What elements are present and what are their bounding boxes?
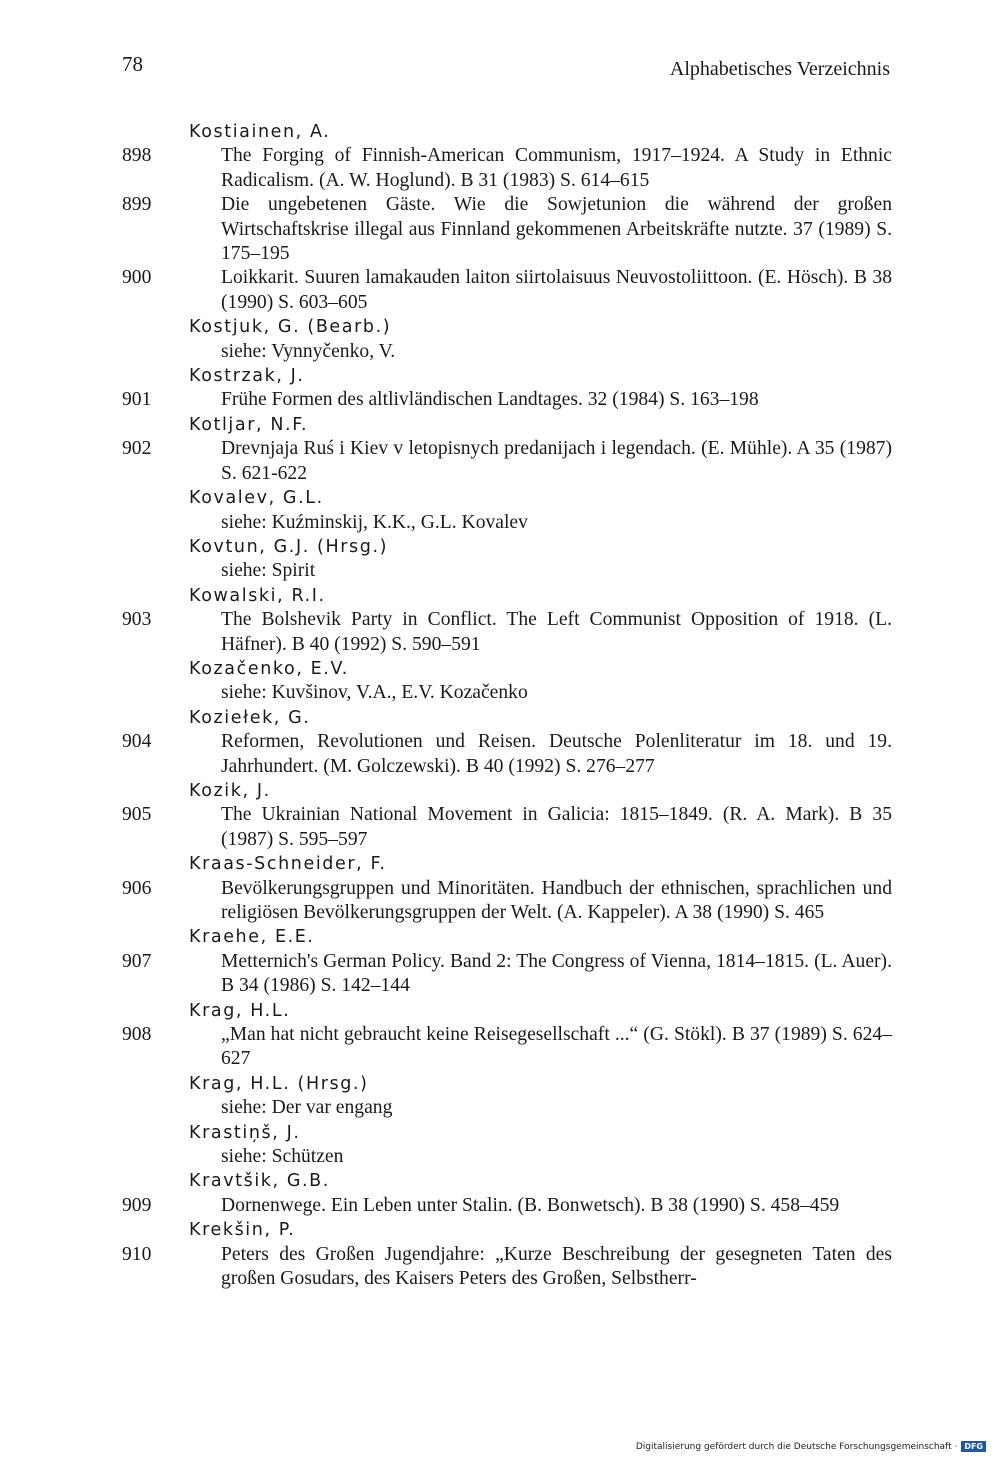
author-heading: Krag, H.L.: [189, 1000, 291, 1021]
dfg-logo: DFG: [961, 1441, 986, 1452]
bibliography-entry: [122, 950, 892, 999]
entry-number: 902: [122, 438, 152, 460]
author-heading: Krag, H.L. (Hrsg.): [189, 1073, 369, 1094]
entry-number: 905: [122, 804, 152, 826]
bibliography-entry: [122, 266, 892, 315]
author-heading: Koziełek, G.: [189, 707, 311, 728]
entry-number: 910: [122, 1243, 152, 1265]
entry-number: 909: [122, 1194, 152, 1216]
bibliography-entry: [122, 193, 892, 266]
bibliography-entry: [122, 608, 892, 657]
bibliography-entry: [122, 877, 892, 926]
author-heading: Krekšin, P.: [189, 1220, 296, 1241]
bibliography-entry: [122, 144, 892, 193]
author-heading: Kostjuk, G. (Bearb.): [189, 317, 392, 338]
bibliography-entry: [122, 437, 892, 486]
author-heading: Kozačenko, E.V.: [189, 658, 349, 679]
entry-text: Dornenwege. Ein Leben unter Stalin. (B. Bonwetsch). B 38 (1990) S. 458–459: [221, 1194, 840, 1216]
entry-number: 898: [122, 145, 152, 167]
entry-number: 901: [122, 389, 152, 411]
bibliography-entry: [122, 388, 892, 412]
entry-number: 908: [122, 1024, 152, 1046]
entry-number: 904: [122, 731, 152, 753]
entry-text: Bevölkerungsgruppen und Minoritäten. Handbuch der ethnischen, sprachlichen und religiösen Bevölkerungsgruppen der Welt. (A. Kappeler). A 38 (1990) S. 465: [221, 877, 892, 923]
author-heading: Kotljar, N.F.: [189, 414, 309, 435]
entry-text: Loikkarit. Suuren lamakauden laiton siirtolaisuus Neuvostoliittoon. (E. Hösch). B 38 (1990) S. 603–605: [221, 267, 892, 313]
entry-number: 899: [122, 194, 152, 216]
see-reference: siehe: Schützen: [221, 1146, 344, 1168]
page-number: 78: [122, 52, 143, 76]
entry-text: The Forging of Finnish-American Communism, 1917–1924. A Study in Ethnic Radicalism. (A. W. Hoglund). B 31 (1983) S. 614–615: [221, 145, 892, 191]
entry-text: Metternich's German Policy. Band 2: The Congress of Vienna, 1814–1815. (L. Auer). B 34 (1986) S. 142–144: [221, 950, 892, 997]
author-heading: Kozik, J.: [189, 780, 271, 801]
see-reference: siehe: Kuźminskij, K.K., G.L. Kovalev: [221, 511, 528, 533]
bibliography-entry: [122, 803, 892, 852]
see-reference: siehe: Spirit: [221, 560, 316, 582]
running-head: Alphabetisches Verzeichnis: [669, 58, 890, 80]
index-list: [122, 120, 892, 1292]
entry-number: 907: [122, 950, 152, 972]
entry-text: Reformen, Revolutionen und Reisen. Deutsche Polenliteratur im 18. und 19. Jahrhundert. (M. Golczewski). B 40 (1992) S. 276–277: [221, 731, 892, 777]
bibliography-entry: [122, 1023, 892, 1072]
see-reference: siehe: Vynnyčenko, V.: [221, 340, 396, 362]
entry-text: The Bolshevik Party in Conflict. The Left Communist Opposition of 1918. (L. Häfner). B 40 (1992) S. 590–591: [221, 609, 892, 655]
author-heading: Kraas-Schneider, F.: [189, 854, 387, 875]
author-heading: Kostrzak, J.: [189, 366, 305, 387]
bibliography-entry: [122, 730, 892, 779]
bibliography-entry: [122, 1194, 892, 1218]
author-heading: Kostiainen, A.: [189, 122, 331, 142]
entry-text: „Man hat nicht gebraucht keine Reisegesellschaft ...“ (G. Stökl). B 37 (1989) S. 624–627: [221, 1024, 892, 1070]
entry-number: 900: [122, 267, 152, 289]
footer-text: Digitalisierung gefördert durch die Deutsche Forschungsgemeinschaft ·: [635, 1441, 958, 1452]
entry-text: The Ukrainian National Movement in Galicia: 1815–1849. (R. A. Mark). B 35 (1987) S. 595–597: [221, 804, 892, 850]
entry-number: 906: [122, 877, 152, 899]
entry-number: 903: [122, 609, 152, 631]
author-heading: Kravtšik, G.B.: [189, 1171, 330, 1192]
entry-text: Frühe Formen des altlivländischen Landtages. 32 (1984) S. 163–198: [221, 389, 759, 411]
entry-text: Die ungebetenen Gäste. Wie die Sowjetunion die während der großen Wirtschaftskrise illegal aus Finnland gekommenen Arbeitskräfte nutzte. 37 (1989) S. 175–195: [221, 194, 892, 265]
author-heading: Krastiņš, J.: [189, 1122, 301, 1143]
see-reference: siehe: Kuvšinov, V.A., E.V. Kozačenko: [221, 682, 528, 704]
author-heading: Kraehe, E.E.: [189, 927, 315, 948]
entry-text: Drevnjaja Ruś i Kiev v letopisnych predanijach i legendach. (E. Mühle). A 35 (1987) S. 621-622: [221, 438, 892, 484]
author-heading: Kowalski, R.I.: [189, 585, 326, 606]
see-reference: siehe: Der var engang: [221, 1097, 393, 1119]
bibliography-entry: [122, 1243, 892, 1292]
author-heading: Kovtun, G.J. (Hrsg.): [189, 536, 389, 557]
author-heading: Kovalev, G.L.: [189, 488, 324, 509]
footer: [636, 1441, 986, 1452]
entry-text: Peters des Großen Jugendjahre: „Kurze Beschreibung der gesegneten Taten des großen Gosudars, des Kaisers Peters des Großen, Selbstherr-: [221, 1243, 892, 1290]
